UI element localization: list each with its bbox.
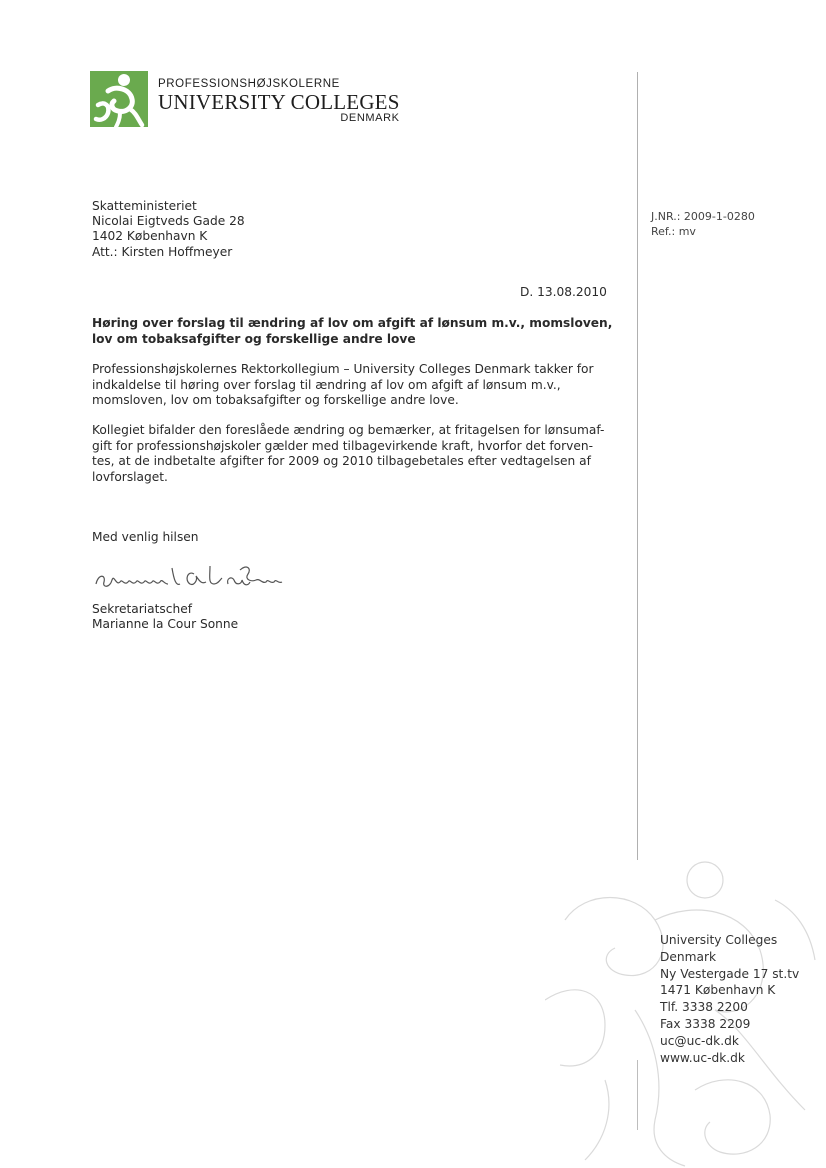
paragraph-line: gift for professionshøjskoler gælder med tilbagevirkende kraft, hvorfor det forven- (92, 438, 593, 453)
letterhead-text (158, 78, 400, 124)
recipient-line: Att.: Kirsten Hoffmeyer (92, 244, 233, 259)
logo-sub-text: DENMARK (340, 112, 400, 124)
footer-email: uc@uc-dk.dk (660, 1033, 739, 1048)
letter-heading (92, 316, 622, 347)
footer-fax: Fax 3338 2209 (660, 1016, 751, 1031)
reference-block (651, 209, 755, 239)
letter-date: D. 13.08.2010 (520, 285, 607, 299)
reference: Ref.: mv (651, 225, 696, 238)
recipient-line: Skatteministeriet (92, 199, 197, 213)
paragraph-line: Professionshøjskolernes Rektorkollegium – University Colleges Denmark takker for (92, 362, 594, 376)
paragraph-line: Kollegiet bifalder den foreslåede ændring og bemærker, at fritagelsen for lønsumaf- (92, 423, 605, 437)
footer-phone: Tlf. 3338 2200 (660, 1000, 748, 1015)
signer-title: Sekretariatschef (92, 602, 192, 616)
logo-top-text: PROFESSIONSHØJSKOLERNE (158, 78, 340, 90)
footer-website: www.uc-dk.dk (660, 1050, 745, 1065)
footer-line: Denmark (660, 949, 717, 964)
margin-divider (637, 72, 638, 860)
footer-line: Ny Vestergade 17 st.tv (660, 966, 800, 981)
journal-number: J.NR.: 2009-1-0280 (651, 210, 755, 223)
signer-name: Marianne la Cour Sonne (92, 617, 239, 632)
footer-line: University Colleges (660, 933, 778, 947)
paragraph-line: momsloven, lov om tobaksafgifter og forskellige andre love. (92, 393, 459, 408)
heading-line: Høring over forslag til ændring af lov om afgift af lønsum m.v., momsloven, (92, 316, 613, 330)
paragraph-line: tes, at de indbetalte afgifter for 2009 og 2010 tilbagebetales efter vedtagelsen af (92, 454, 591, 469)
footer-line: 1471 København K (660, 983, 776, 998)
recipient-line: Nicolai Eigtveds Gade 28 (92, 214, 245, 229)
closing-greeting: Med venlig hilsen (92, 530, 199, 544)
university-colleges-logo-icon (90, 71, 148, 127)
handwritten-signature (92, 560, 292, 596)
recipient-line: 1402 København K (92, 229, 208, 244)
logo-main-text: UNIVERSITY COLLEGES (158, 90, 400, 114)
heading-line: lov om tobaksafgifter og forskellige andre love (92, 331, 416, 346)
paragraph-line: lovforslaget. (92, 469, 168, 484)
paragraph-line: indkaldelse til høring over forslag til ændring af lov om afgift af lønsum m.v., (92, 377, 561, 392)
recipient-address (92, 199, 245, 260)
sender-address (660, 932, 799, 1066)
paragraph-2 (92, 423, 612, 485)
paragraph-1 (92, 362, 612, 409)
signer-block (92, 602, 238, 632)
